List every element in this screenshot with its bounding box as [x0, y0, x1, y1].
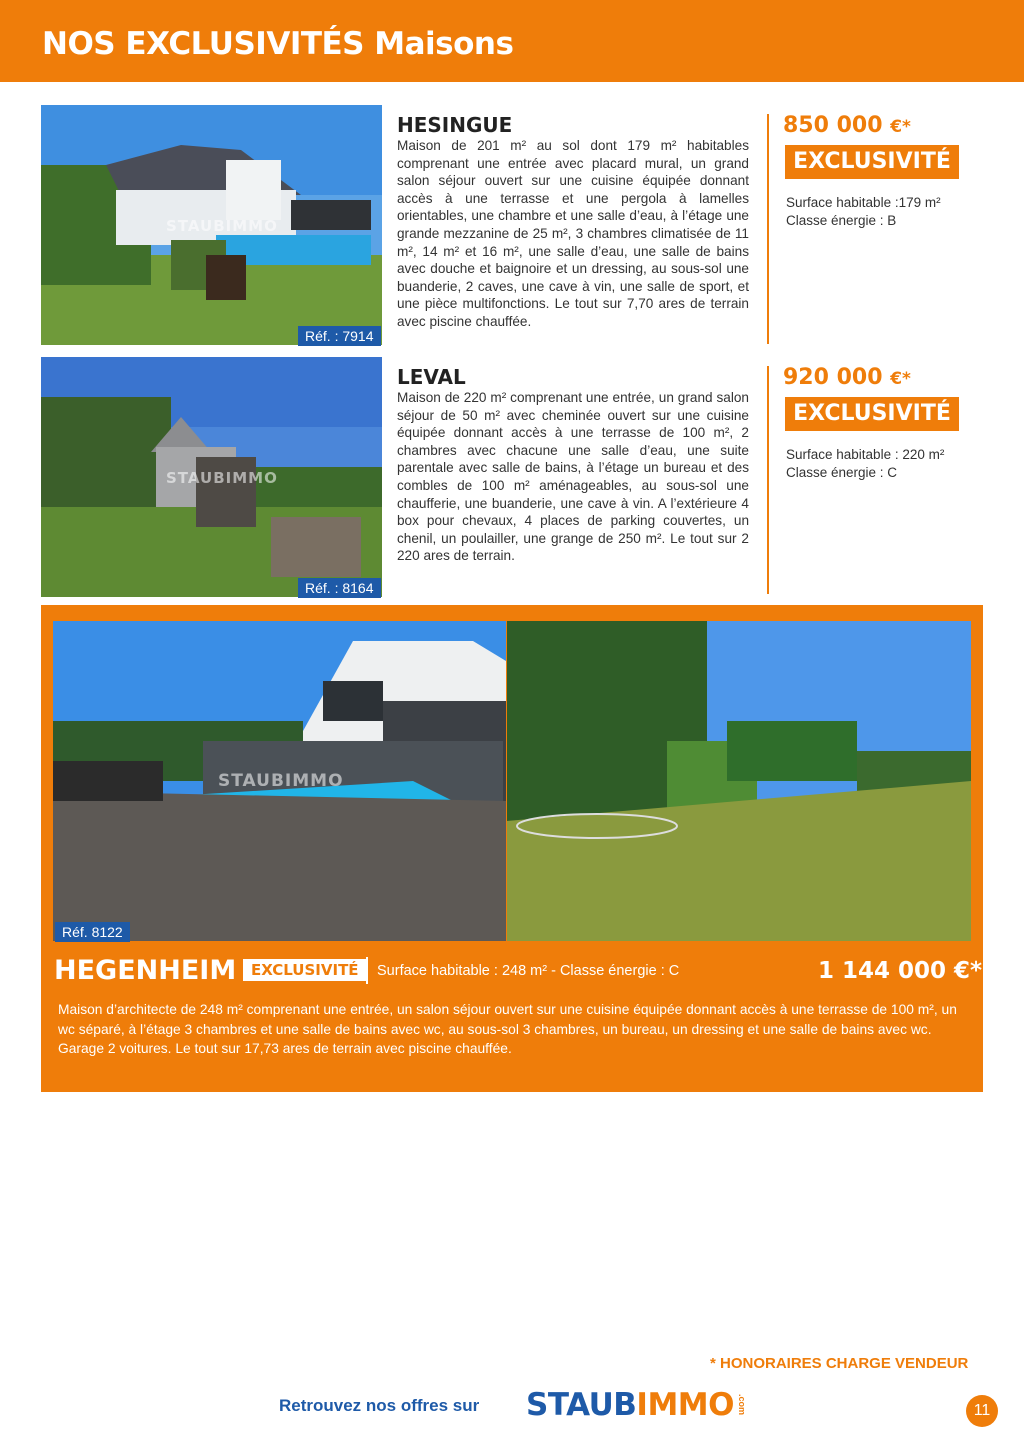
divider [366, 957, 368, 984]
staubimmo-logo[interactable] [526, 1387, 734, 1423]
logo-domain: .com [737, 1394, 747, 1416]
price-value: 920 000 [783, 365, 883, 390]
listing-title: LEVAL [397, 365, 466, 389]
listing-energy: Classe énergie : C [786, 465, 898, 480]
exclusive-badge: EXCLUSIVITÉ [785, 397, 959, 431]
photo-watermark: STAUBIMMO [166, 469, 278, 487]
listing-price [783, 113, 911, 138]
exclusive-badge: EXCLUSIVITÉ [243, 959, 367, 981]
featured-spec: Surface habitable : 248 m² - Classe énergie : C [377, 963, 680, 979]
reference-label: Réf. 8122 [55, 922, 130, 942]
reference-label: Réf. : 7914 [298, 326, 381, 346]
price-value: 850 000 [783, 113, 883, 138]
featured-photo-pool[interactable] [53, 621, 506, 941]
logo-part1: STAUB [526, 1387, 637, 1423]
listing-price [783, 365, 911, 390]
website-prompt: Retrouvez nos offres sur [279, 1396, 480, 1415]
listing-description: Maison de 201 m² au sol dont 179 m² habitables comprenant une entrée avec placard mural, un grand salon séjour ouvert sur une cuisine équipée donnant accès à une terrasse et une pergola à lamelles orientables, une chambre et une salle d’eau, à l’étage une grande mezzanine de 25 m², 3 chambres climatisée de 11 m², 14 m² et 16 m², une salle d’eau, une salle de bains avec douche et baignoire et un dressing, au sous-sol une buanderie, 2 caves, une cave à vin, une salle de sport, et une pièce multifonctions. Le tout sur 7,70 ares de terrain avec piscine chauffée. [397, 138, 749, 329]
page-header [0, 0, 1024, 82]
exclusive-badge: EXCLUSIVITÉ [785, 145, 959, 179]
listing-photo-hesingue[interactable] [41, 105, 382, 345]
price-currency: €* [890, 369, 911, 389]
page-number: 11 [966, 1395, 998, 1427]
price-currency: €* [890, 117, 911, 137]
photo-watermark: STAUBIMMO [166, 217, 278, 235]
featured-title: HEGENHEIM [54, 955, 237, 986]
listing-description: Maison de 220 m² comprenant une entrée, un grand salon séjour de 50 m² avec cheminée ouvert sur une cuisine équipée donnant accès à une terrasse de 100 m², 2 chambres avec chacune une salle d’eau, une suite parentale avec salle de bains, à l’étage un bureau et des combles de 100 m² aménageables, au sous-sol une chaufferie, une buanderie, une cave à vin. A l’extérieure 4 box pour chevaux, 4 places de parking couvertes, un chenil, un poulailler, une grange de 250 m². Le tout sur 2 220 ares de terrain. [397, 390, 749, 564]
page-title: NOS EXCLUSIVITÉS Maisons [42, 26, 514, 62]
listing-surface: Surface habitable :179 m² [786, 195, 941, 210]
listing-surface: Surface habitable : 220 m² [786, 447, 945, 462]
logo-part2: IMMO [636, 1387, 734, 1423]
photo-watermark: STAUBIMMO [218, 771, 344, 791]
listing-title: HESINGUE [397, 113, 513, 137]
divider [767, 114, 769, 344]
featured-price: 1 144 000 €* [818, 958, 983, 984]
listing-energy: Classe énergie : B [786, 213, 897, 228]
divider [767, 366, 769, 594]
listing-photo-leval[interactable] [41, 357, 382, 597]
featured-description: Maison d’architecte de 248 m² comprenant une entrée, un salon séjour ouvert sur une cuisine équipée donnant accès à une terrasse de 100 m², un wc séparé, à l’étage 3 chambres et une salle de bains avec wc, au sous-sol 3 chambres, un bureau, un dressing et une salle de bains avec wc. Garage 2 voitures. Le tout sur 17,73 ares de terrain avec piscine chauffée. [58, 1002, 957, 1057]
featured-photo-garden[interactable] [507, 621, 971, 941]
fee-note: * HONORAIRES CHARGE VENDEUR [710, 1355, 969, 1372]
reference-label: Réf. : 8164 [298, 578, 381, 598]
